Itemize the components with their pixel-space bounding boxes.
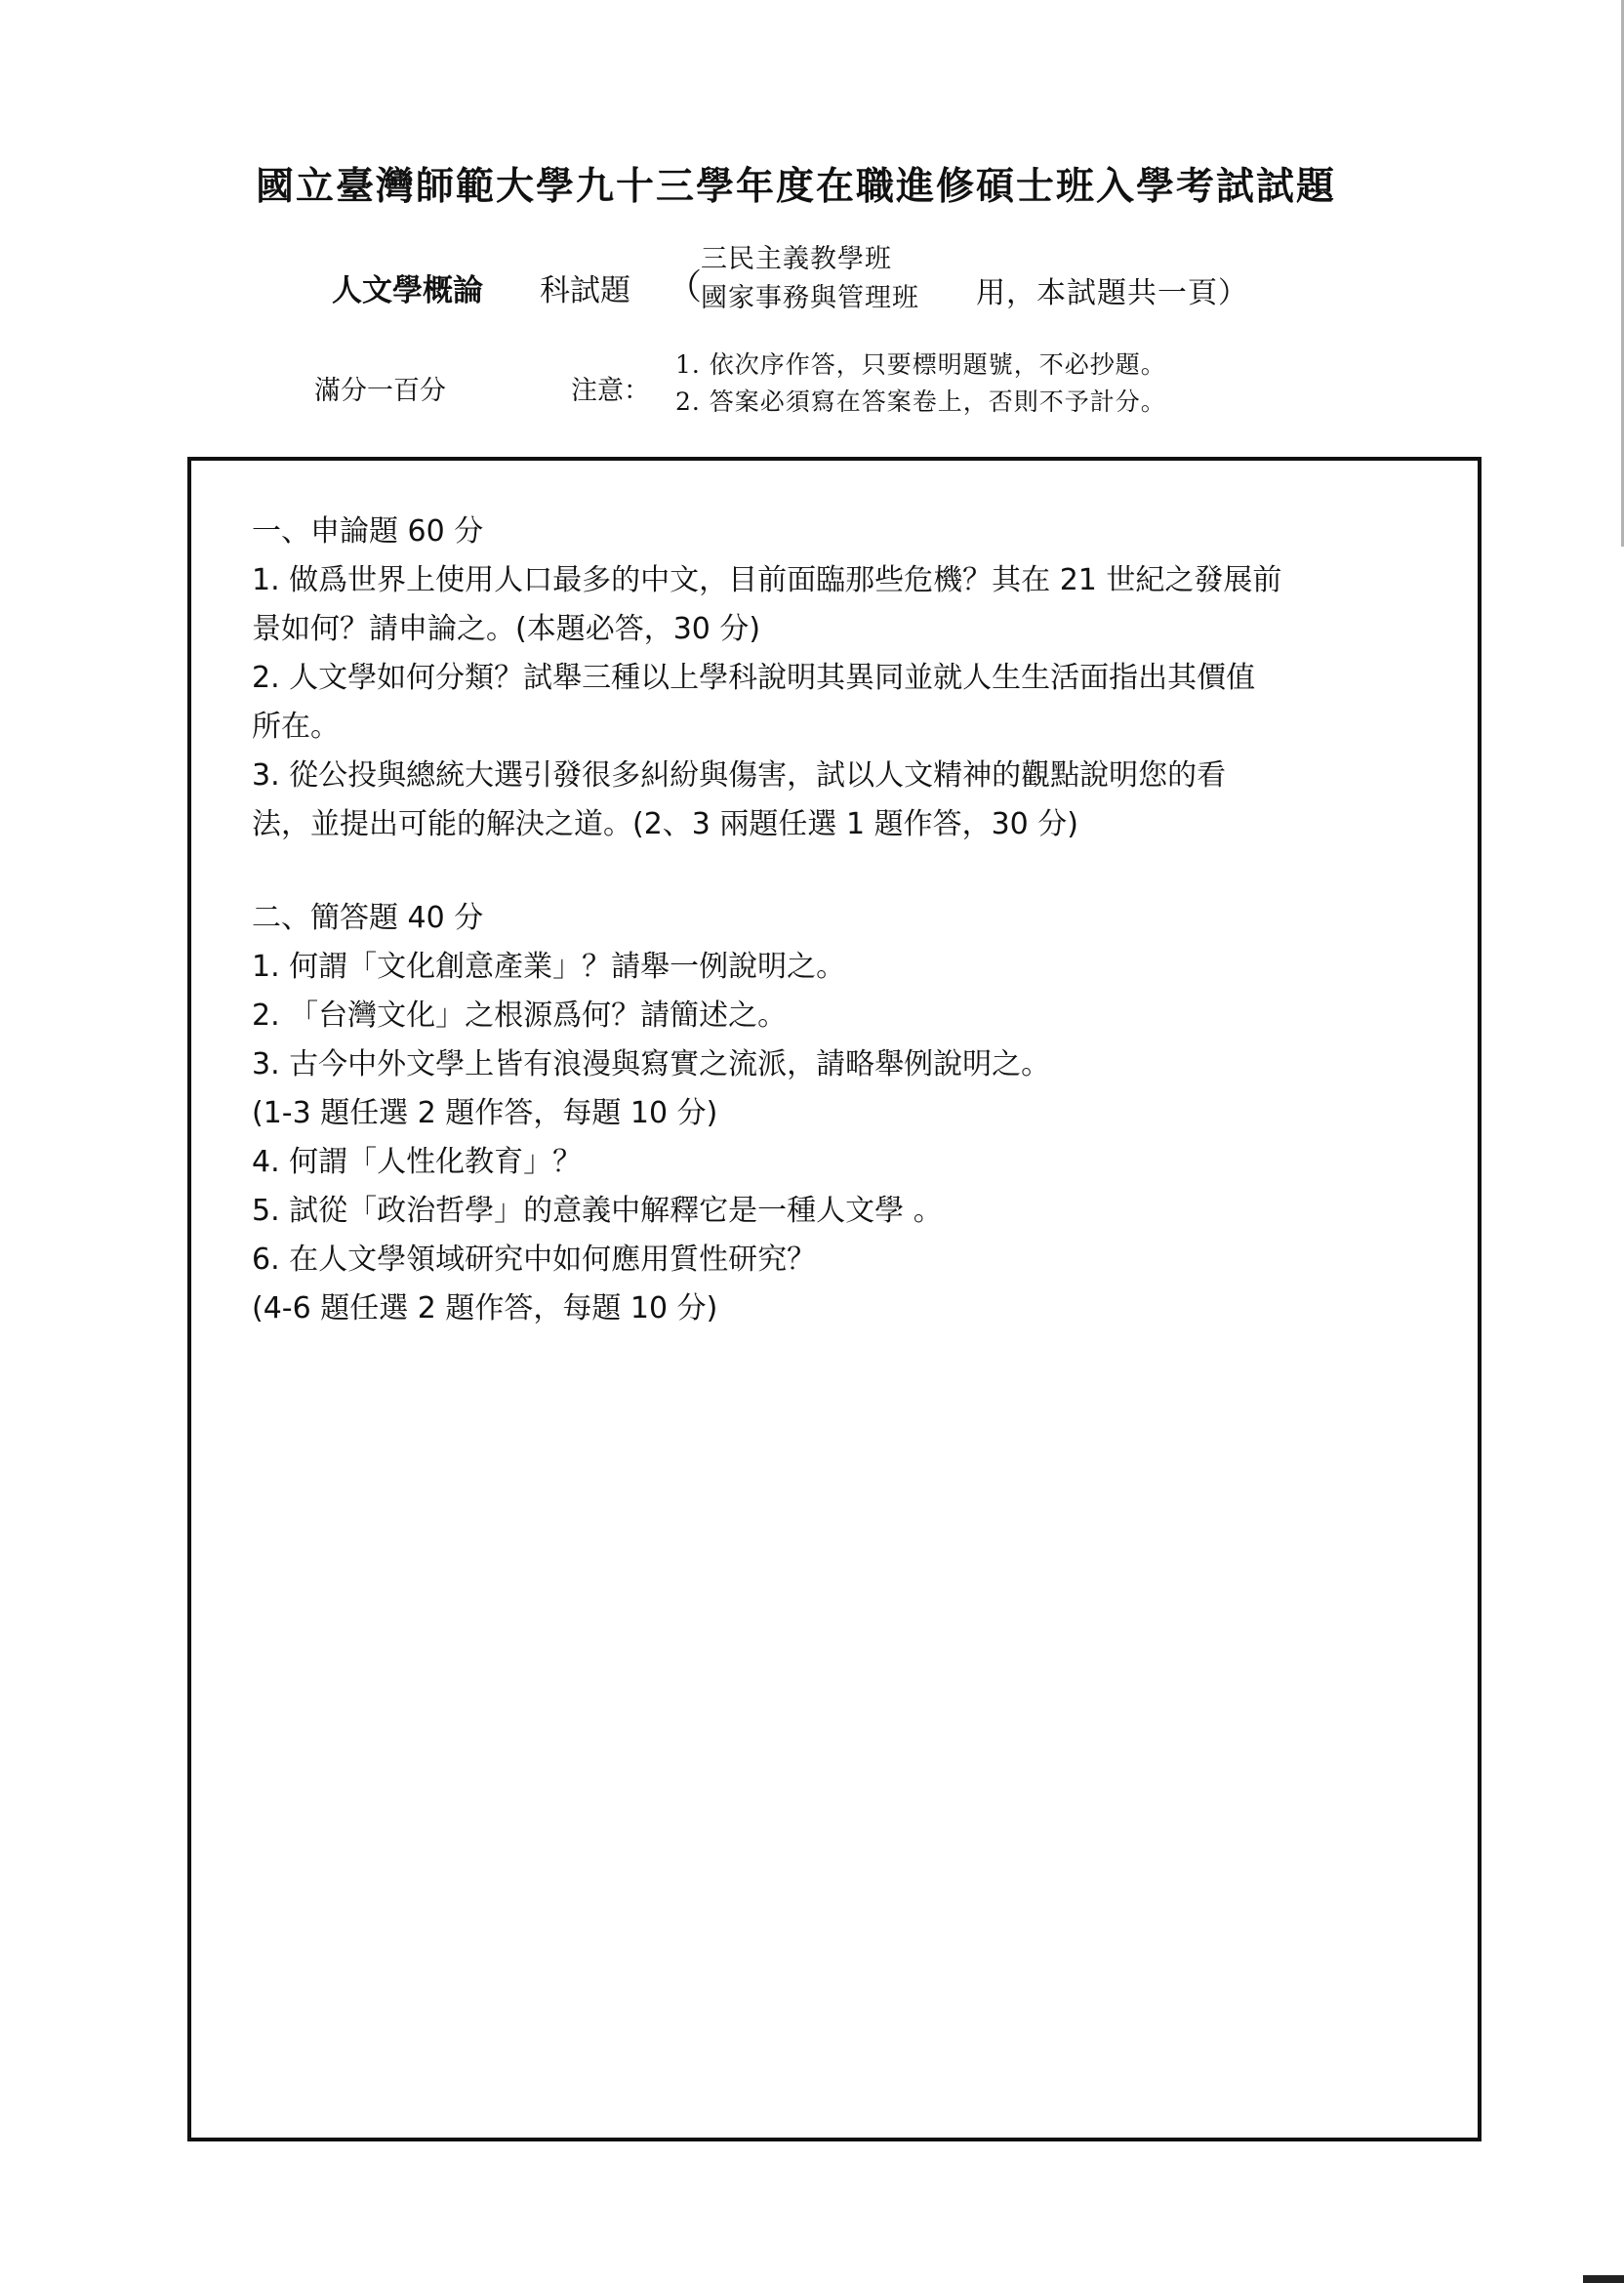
question-line: 3. 從公投與總統大選引發很多糾紛與傷害，試以人文精神的觀點說明您的看 — [252, 758, 1227, 793]
subject-name-text: 人文學概論 — [332, 273, 483, 308]
question-line: 2. 「台灣文化」之根源爲何？請簡述之。 — [252, 999, 788, 1033]
question-line: 1. 做爲世界上使用人口最多的中文，目前面臨那些危機？其在 21 世紀之發展前 — [252, 563, 1282, 597]
usage-note: 用，本試題共一頁） — [976, 276, 1248, 310]
section-heading: 二、簡答題 40 分 — [252, 901, 484, 935]
subject-suffix: 科試題 — [540, 273, 630, 308]
class-stack — [701, 240, 919, 318]
question-line: 所在。 — [252, 710, 340, 744]
question-line: 1. 何謂「文化創意產業」？請舉一例說明之。 — [252, 950, 846, 984]
notice-list — [675, 347, 1166, 421]
scan-corner-mark — [1583, 2275, 1624, 2283]
subject-name — [332, 265, 483, 309]
question-line: 3. 古今中外文學上皆有浪漫與寫實之流派，請略舉例說明之。 — [252, 1047, 1051, 1081]
page-title: 國立臺灣師範大學九十三學年度在職進修碩士班入學考試試題 — [256, 164, 1337, 209]
paren-open: （ — [667, 267, 703, 307]
section-heading: 一、申論題 60 分 — [252, 514, 484, 549]
section-spacer — [252, 849, 1384, 894]
notice-item: 2. 答案必須寫在答案卷上，否則不予計分。 — [675, 387, 1166, 416]
question-area — [252, 508, 1384, 1333]
notice-label: 注意： — [571, 376, 650, 406]
full-score: 滿分一百分 — [314, 376, 446, 406]
question-line: (4-6 題任選 2 題作答，每題 10 分) — [252, 1291, 718, 1325]
question-line: 2. 人文學如何分類？試舉三種以上學科說明其異同並就人生生活面指出其價值 — [252, 661, 1256, 695]
notice-item: 1. 依次序作答，只要標明題號，不必抄題。 — [675, 350, 1166, 379]
question-line: 景如何？請申論之。(本題必答，30 分) — [252, 612, 761, 646]
class-item: 三民主義教學班 — [701, 244, 892, 274]
question-line: 5. 試從「政治哲學」的意義中解釋它是一種人文學 。 — [252, 1194, 943, 1228]
question-line: (1-3 題任選 2 題作答，每題 10 分) — [252, 1096, 718, 1130]
question-line: 4. 何謂「人性化教育」？ — [252, 1145, 583, 1179]
question-line: 6. 在人文學領域研究中如何應用質性研究？ — [252, 1243, 817, 1277]
question-line: 法，並提出可能的解決之道。(2、3 兩題任選 1 題作答，30 分) — [252, 807, 1078, 841]
class-item: 國家事務與管理班 — [701, 283, 919, 313]
